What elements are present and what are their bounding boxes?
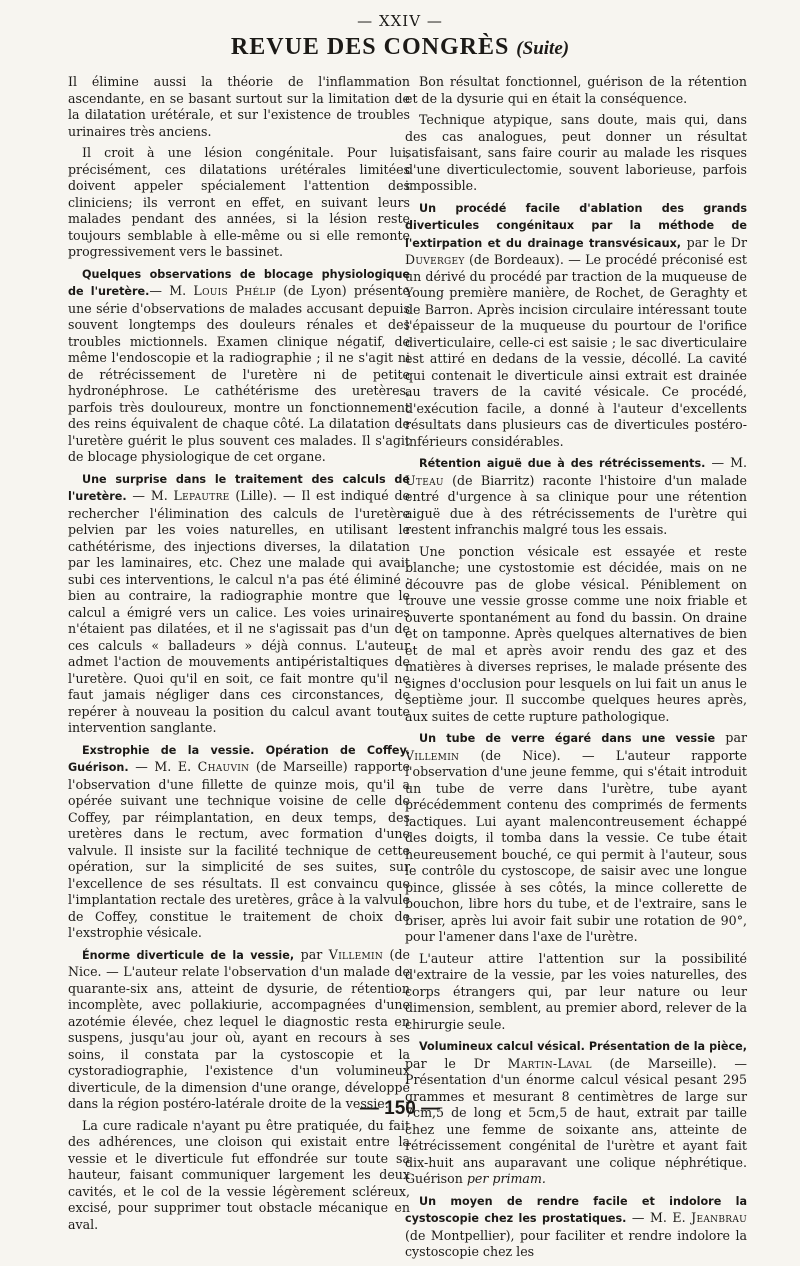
page-title-main: REVUE DES CONGRÈS: [230, 34, 510, 60]
paragraph: Il croit à une lésion congénitale. Pour lui, précisément, ces dilatations urétérales limitées doivent appeler spécialement l'attention des cliniciens; ils verront en effet, en suivant leurs malades pendant des années, si la lésion reste toujours semblable à elle-même ou si elle remonte progressivement vers le bassinet.: [68, 145, 410, 259]
author-name: Lepautre: [173, 488, 230, 503]
right-column: [405, 74, 747, 1266]
section-entry: [68, 266, 410, 466]
author-prefix: par: [294, 946, 329, 962]
section-heading: Énorme diverticule de la vessie,: [82, 948, 295, 962]
author-prefix: — M. E.: [128, 759, 198, 774]
author-prefix: par: [715, 730, 748, 745]
section-heading: Quelques observations de blocage physiologique de l'uretère.: [68, 267, 410, 298]
section-entry: [68, 947, 410, 1113]
section-heading: Rétention aiguë due à des rétrécissements.: [419, 457, 706, 470]
section-body: (de Marseille) rapporte l'observation d'une fillette de quinze mois, qu'il a opérée suivant une technique voisine de celle de Coffey, par réimplantation, en deux temps, des uretères dans le rectum, avec formation d'une valvule. Il insiste sur la facilité technique de cette opération, sur la simplicité de ses suites, sur l'excellence de ses résultats. Il est convaincu que l'implantation rectale des uretères, grâce à la valvule de Coffey, constitue le traitement de choix de l'exstrophie vésicale.: [68, 759, 411, 940]
left-column: [68, 74, 410, 1238]
section-entry: [405, 200, 747, 451]
section-body: (de Montpellier), pour faciliter et rendre indolore la cystoscopie chez les: [405, 1227, 747, 1259]
page-title-suffix: (Suite): [516, 38, 570, 59]
author-prefix: par le Dr: [405, 1055, 508, 1071]
section-body: (de Marseille). — Présentation d'un énorme calcul vésical pesant 295 grammes et mesurant 8 centimètres de large sur 7cm,5 de long et 5cm,5 de haut, extrait par taille chez une femme de soixante ans, atteinte de rétrécissement congénital de l'urètre et ayant fait dix-huit ans auparavant une colique néphrétique. Guérison: [405, 1055, 747, 1186]
author-prefix: — M. E.: [626, 1210, 692, 1225]
section-roman-numeral: — XXIV —: [357, 12, 443, 30]
section-body: (de Nice). — L'auteur rapporte l'observation d'une jeune femme, qui s'était introduit un tube de verre dans l'urètre, tube ayant précédemment contenu des comprimés de ferments lactiques. Lui ayant malencontreusement échappé des doigts, il tomba dans la vessie. Ce tube était heureusement bouché, ce qui permit à l'auteur, sous le contrôle du cystoscope, de saisir avec une longue pince, glissée à ses côtés, la mince collerette de bouchon, libre hors du tube, et de l'extraire, sans le briser, après lui avoir fait subir une rotation de 90°, pour l'amener dans l'axe de l'urètre.: [405, 747, 747, 944]
author-name: Jeanbrau: [691, 1210, 748, 1225]
paragraph: Il élimine aussi la théorie de l'inflammation ascendante, en se basant surtout sur la limitation de la dilatation urétérale, et sur l'existence de troubles urinaires très anciens.: [68, 74, 410, 139]
section-body: (de Lyon) présente une série d'observations de malades accusant depuis souvent longtemps des douleurs rénales et des troubles mictionnels. Examen clinique négatif, de même l'endoscopie et la radiographie ; il ne s'agit ni de rétrécissement de l'uretère ni de petite hydronéphrose. Le cathétérisme des uretères, parfois très douloureux, montre un fonctionnement des reins équivalent de chaque côté. La dilatation de l'uretère guérit le plus souvent ces malades. Il s'agit de blocage physiologique de cet organe.: [68, 283, 410, 464]
paragraph: La cure radicale n'ayant pu être pratiquée, du fait des adhérences, une cloison qui existait entre la vessie et le diverticule fut effondrée sur toute sa hauteur, faisant communiquer largement les deux cavités, et le col de la vessie légèrement scléreux, excisé, pour supprimer tout obstacle mécanique en aval.: [68, 1117, 410, 1232]
section-body: (de Nice. — L'auteur relate l'observation d'un malade de quarante-six ans, atteint de dysurie, de rétention incomplète, avec pollakiurie, accompagnées d'une azotémie élevée, chez lequel le diagnostic resta en suspens, jusqu'au jour où, ayant en recours à ses soins, il constata par la cystoscopie et la cystoradiographie, l'existence d'un volumineux diverticule, de la dimension d'une orange, développé dans la région postéro-latérale droite de la vessie.: [68, 946, 410, 1111]
section-body: (de Biarritz) raconte l'histoire d'un malade entré d'urgence à sa clinique pour une rétention aiguë due à des rétrécissements de l'urètre qui restent infranchis malgré tous les essais.: [405, 472, 747, 537]
section-heading: Un procédé facile d'ablation des grands diverticules congénitaux par la méthode de l'extirpation et du drainage transvésicaux,: [405, 201, 747, 250]
author-prefix: — M.: [126, 488, 174, 503]
author-name: Louis Phélip: [193, 283, 276, 298]
author-name: Martin-Laval: [507, 1055, 592, 1071]
author-name: Villemin: [328, 946, 384, 962]
page-title: [0, 34, 800, 61]
italic-phrase: per primam.: [466, 1171, 546, 1186]
paragraph: Bon résultat fonctionnel, guérison de la rétention et de la dysurie qui en était la conséquence.: [405, 74, 747, 106]
section-body: (Lille). — Il est indiqué de rechercher l'élimination des calculs de l'uretère pelvien par les voies naturelles, en utilisant le cathétérisme, des injections diverses, la dilatation par les laminaires, etc. Chez une malade qui avait subi ces interventions, le calcul n'a pas été éliminé : bien au contraire, la radiographie montre que le calcul a émigré vers un calice. Les voies urinaires n'étaient pas dilatées, et il ne s'agissait pas d'un de ces calculs « balladeurs » déjà connus. L'auteur admet l'action de mouvements antipéristaltiques de l'uretère. Quoi qu'il en soit, ce fait montre qu'il ne faut jamais négliger dans ces circonstances, de repérer à nouveau la position du calcul avant toute intervention sanglante.: [68, 488, 410, 735]
section-entry: [405, 455, 747, 539]
author-prefix: — M.: [149, 283, 194, 298]
section-entry: [68, 742, 410, 942]
author-prefix: par le Dr: [681, 234, 748, 250]
section-entry: [68, 471, 410, 737]
section-heading: Exstrophie de la vessie. Opération de Coffey. Guérison.: [68, 743, 410, 774]
section-body: (de Bordeaux). — Le procédé préconisé est un dérivé du procédé par traction de la muqueuse de Young première manière, de Rochet, de Geraghty et de Barron. Après incision circulaire intéressant toute l'épaisseur de la muqueuse du pourtour de l'orifice diverticulaire, celle-ci est saisie ; le sac diverticulaire est attiré en dedans de la vessie, décollé. La cavité qui contenait le diverticule ainsi extrait est drainée au travers de la cavité vésicale. Ce procédé, d'exécution facile, a donné à l'auteur d'excellents résultats dans plusieurs cas de diverticules postéro-inférieurs considérables.: [405, 252, 747, 449]
author-name: Uteau: [405, 472, 444, 488]
paragraph: Une ponction vésicale est essayée et reste blanche; une cystostomie est décidée, mais on ne découvre pas de globe vésical. Péniblement on trouve une vessie grosse comme une noix friable et ouverte spontanément au fond du bassin. On draine et on tamponne. Après quelques alternatives de bien et de mal et après avoir rendu des gaz et des matières à diverses reprises, le malade présente des signes d'occlusion pour lesquels on lui fait un anus le septième jour. Il succombe quelques heures après, aux suites de cette rupture pathologique.: [405, 543, 747, 724]
section-heading: Un moyen de rendre facile et indolore la cystoscopie chez les prostatiques.: [405, 1194, 747, 1225]
author-name: Duvergey: [405, 252, 465, 267]
section-entry: [405, 730, 747, 946]
author-name: Chauvin: [197, 759, 250, 774]
author-name: Villemin: [405, 747, 460, 763]
paragraph: Technique atypique, sans doute, mais qui, dans des cas analogues, peut donner un résultat satisfaisant, sans faire courir au malade les risques d'une diverticulectomie, souvent laborieuse, parfois impossible.: [405, 112, 747, 193]
section-entry: [405, 1193, 747, 1261]
paragraph: L'auteur attire l'attention sur la possibilité d'extraire de la vessie, par les voies naturelles, des corps étrangers qui, par leur nature ou leur dimension, semblent, au premier abord, relever de la chirurgie seule.: [405, 950, 747, 1032]
section-heading: Volumineux calcul vésical. Présentation de la pièce,: [419, 1040, 747, 1053]
section-heading: Une surprise dans le traitement des calculs de l'uretère.: [68, 472, 410, 503]
page-number: — 150 —: [359, 1098, 441, 1119]
author-prefix: — M.: [705, 455, 747, 470]
section-heading: Un tube de verre égaré dans une vessie: [419, 732, 716, 745]
